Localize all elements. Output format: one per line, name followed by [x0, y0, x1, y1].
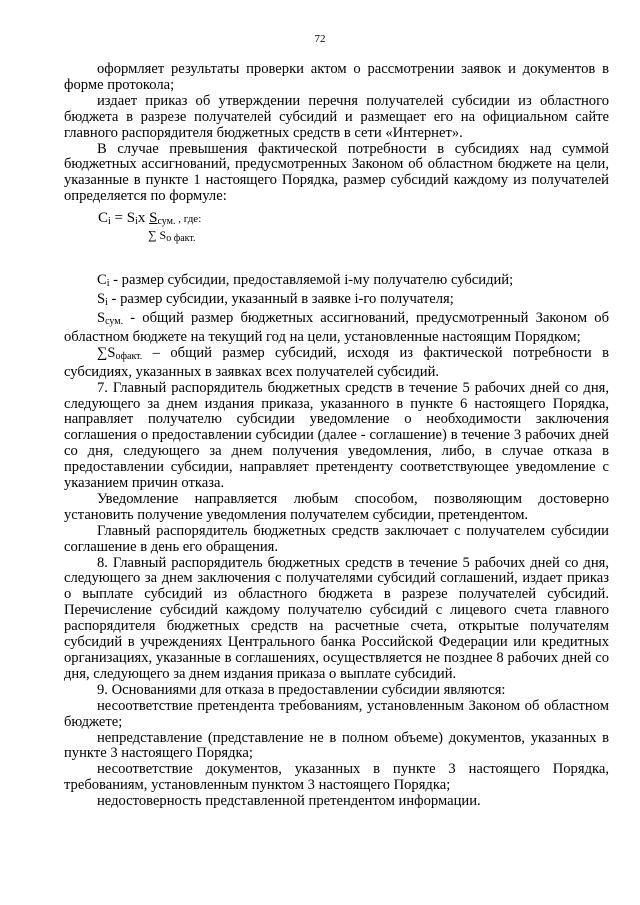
paragraph: несоответствие претендента требованиям, установленным Законом об областном бюджете;: [64, 697, 609, 730]
formula-times: x: [137, 210, 150, 227]
formula-denominator-sub: о факт.: [166, 233, 196, 245]
paragraph: В случае превышения фактической потребности в субсидиях над суммой бюджетных ассигнований, предусмотренных Законом об областном бюджете на цели, указанные в пункте 1 настоящего Порядка, размер субсидий каждому из получателей определяется по формуле:: [64, 140, 609, 205]
definition-sub: офакт.: [115, 350, 143, 362]
definition-symbol: C: [97, 272, 107, 289]
formula-where: , где:: [175, 213, 202, 226]
formula-s-sub: i: [135, 216, 138, 228]
paragraph: Уведомление направляется любым способом, позволяющим достоверно установить получение уведомления получателем субсидии, претендентом.: [64, 490, 609, 523]
definition-text: - размер субсидии, указанный в заявке i-го получателя;: [107, 291, 454, 308]
subsidy-formula: [64, 211, 609, 273]
definition-symbol: S: [97, 291, 106, 308]
formula-numerator: [149, 210, 175, 226]
document-body: [64, 62, 609, 810]
formula-lhs: C: [98, 210, 109, 227]
formula-denominator: [148, 228, 196, 247]
formula-denominator-symbol: ∑ S: [148, 228, 167, 243]
paragraph: 9. Основаниями для отказа в предоставлении субсидии являются:: [97, 681, 506, 698]
paragraph: непредставление (представление не в полном объеме) документов, указанных в пункте 3 настоящего Порядка;: [64, 729, 609, 762]
definition-item: [64, 292, 609, 311]
definition-item: [64, 273, 609, 292]
paragraph: издает приказ об утверждении перечня получателей субсидии из областного бюджета в разрезе получателей субсидий и размещает его на официальном сайте главного распорядителя бюджетных средств в сети «Интернет».: [64, 92, 609, 141]
formula-numerator-symbol: S: [149, 210, 158, 227]
paragraph: недостоверность представленной претендентом информации.: [97, 793, 481, 810]
definition-symbol: ∑S: [97, 344, 116, 361]
formula-eq: = S: [110, 210, 136, 227]
paragraph: оформляет результаты проверки актом о рассмотрении заявок и документов в форме протокола;: [64, 61, 609, 93]
definition-item: [64, 311, 609, 346]
definition-text: - размер субсидии, предоставляемой i-му получателю субсидий;: [109, 272, 514, 289]
definition-sub: i: [105, 297, 108, 309]
paragraph: несоответствие документов, указанных в пункте 3 настоящего Порядка, требованиям, установленным пунктом 3 настоящего Порядка;: [64, 761, 609, 794]
definition-sub: i: [106, 278, 110, 290]
paragraph: Главный распорядитель бюджетных средств заключает с получателем субсидии соглашение в день его обращения.: [64, 522, 609, 555]
definition-item: [64, 346, 609, 381]
page-number: 72: [314, 33, 326, 45]
definition-text: - общий размер бюджетных ассигнований, предусмотренный Законом об областном бюджете на текущий год на цели, установленные настоящим Порядком;: [64, 309, 609, 345]
definition-symbol: S: [97, 309, 106, 326]
definition-sub: сум.: [105, 315, 124, 327]
paragraph: 8. Главный распорядитель бюджетных средств в течение 5 рабочих дней со дня, следующего за днем заключения с получателями субсидий соглашений, издает приказ о выплате субсидий из областного бюджета в разрезе получателей субсидий. Перечисление субсидий каждому получателю субсидий с лицевого счета главного распорядителя бюджетных средств на расчетные счета, открытые получателям субсидий в учреждениях Центрального банка Российской Федерации или кредитных организациях, указанные в соглашениях, осуществляется не позднее 8 рабочих дней со дня, следующего за днем издания приказа о выплате субсидий.: [64, 554, 609, 682]
formula-numerator-sub: сум.: [157, 216, 176, 228]
formula-lhs-sub: i: [108, 216, 111, 228]
definition-text: – общий размер субсидий, исходя из фактической потребности в субсидиях, указанных в заявках всех получателей субсидий.: [64, 344, 609, 380]
paragraph: 7. Главный распорядитель бюджетных средств в течение 5 рабочих дней со дня, следующего за днем издания приказа, указанного в пункте 6 настоящего Порядка, направляет получателю субсидии уведомление о необходимости заключения соглашения о предоставлении субсидии (далее - соглашение) в течение 3 рабочих дней со дня, следующего за днем получения уведомления, либо, в случае отказа в предоставлении субсидии, направляет претенденту соответствующее уведомление с указанием причин отказа.: [64, 379, 609, 492]
